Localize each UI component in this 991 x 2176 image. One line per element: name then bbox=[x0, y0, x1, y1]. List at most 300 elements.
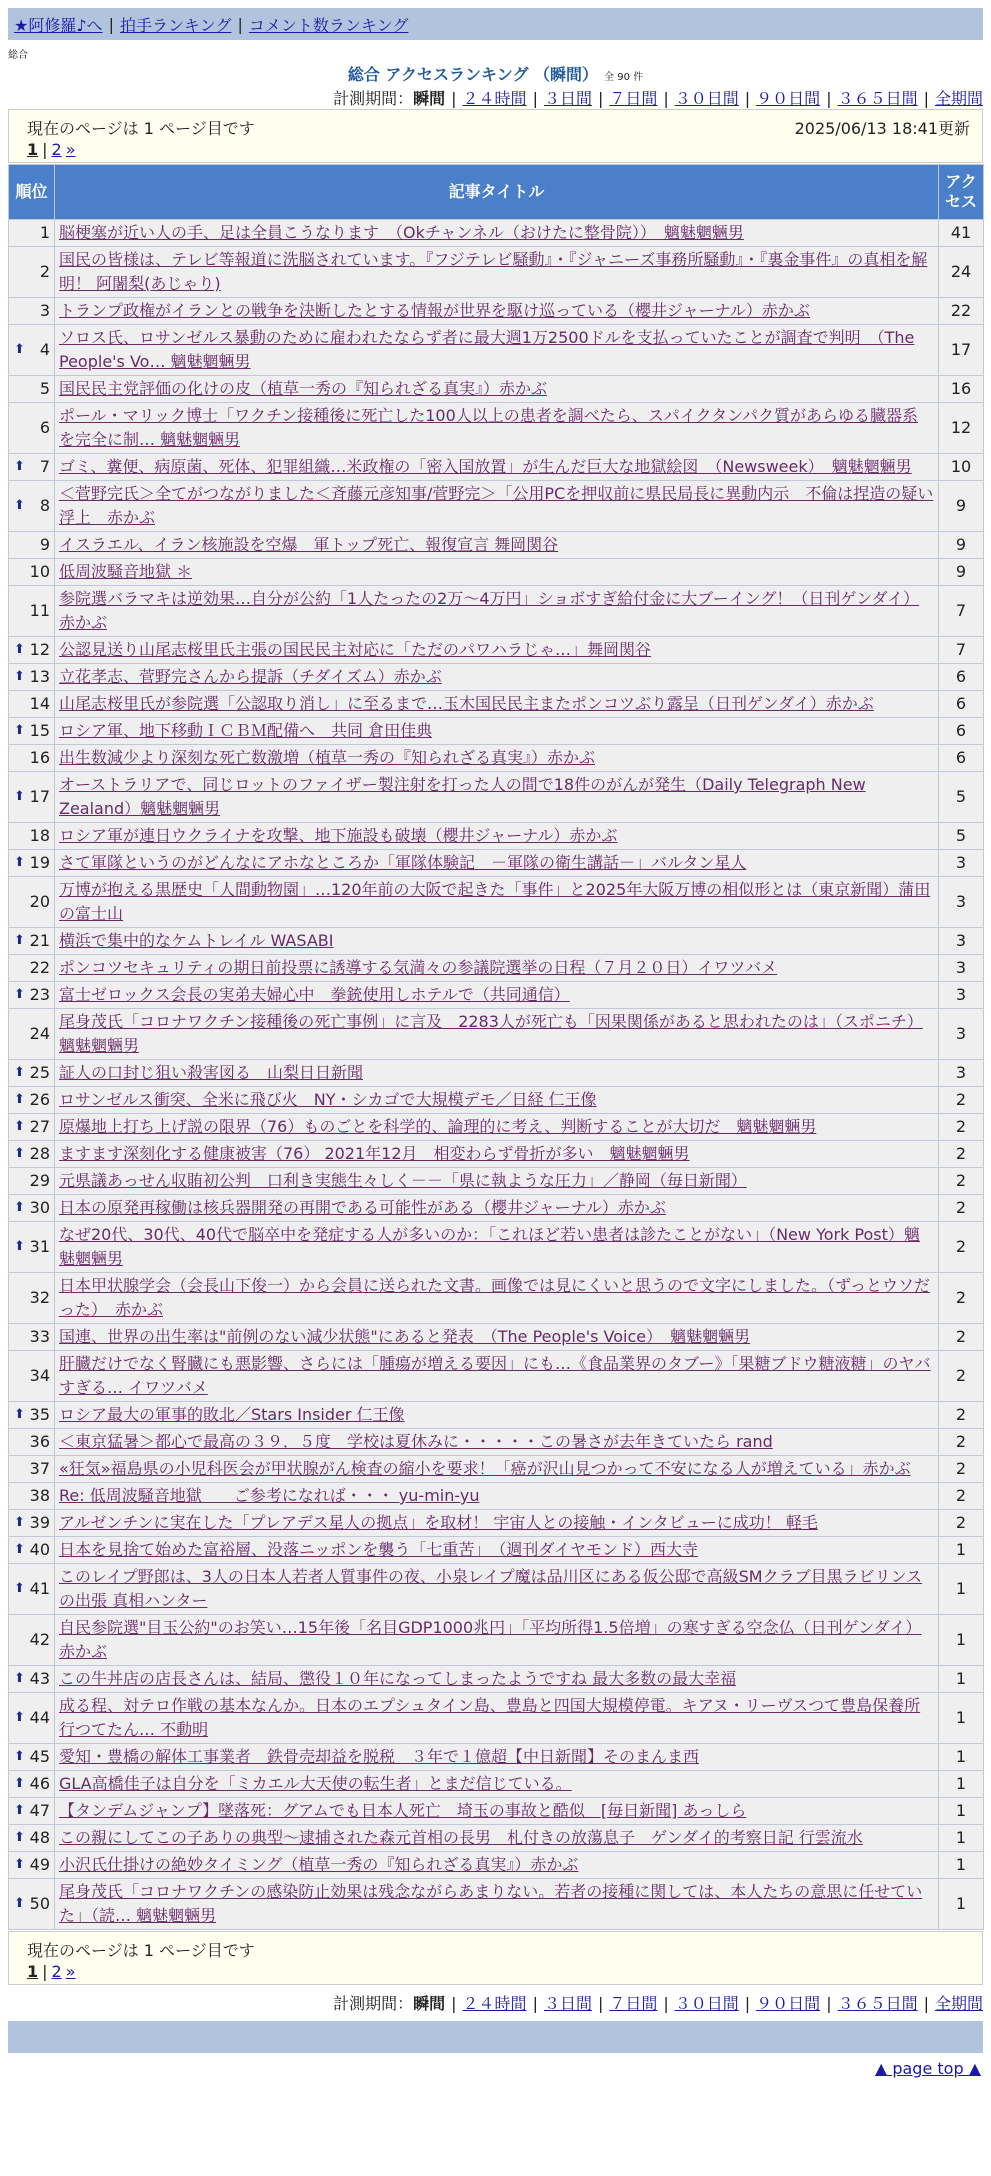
rank-number: 9 bbox=[39, 535, 50, 554]
access-count: 2 bbox=[939, 1195, 984, 1222]
rank-number: 48 bbox=[29, 1828, 50, 1847]
table-row bbox=[9, 1825, 984, 1852]
period-option-link[interactable]: ３０日間 bbox=[674, 89, 739, 108]
rank-number: 34 bbox=[29, 1366, 50, 1385]
table-row bbox=[9, 1771, 984, 1798]
rank-number: 1 bbox=[39, 223, 50, 242]
rank-up-icon: ⬆ bbox=[14, 498, 25, 513]
rank-cell bbox=[9, 1429, 55, 1456]
table-row bbox=[9, 454, 984, 481]
table-row bbox=[9, 403, 984, 454]
rank-cell bbox=[9, 1483, 55, 1510]
article-link[interactable]: ポンコツセキュリティの期日前投票に誘導する気満々の参議院選挙の日程（７月２０日）イワツバメ bbox=[59, 958, 778, 977]
table-row bbox=[9, 718, 984, 745]
title-cell bbox=[55, 247, 939, 298]
rank-cell bbox=[9, 745, 55, 772]
period-label: 計測期間： bbox=[333, 89, 414, 108]
access-count: 3 bbox=[939, 1060, 984, 1087]
access-count: 22 bbox=[939, 298, 984, 325]
access-count: 1 bbox=[939, 1693, 984, 1744]
article-link[interactable]: 脳梗塞が近い人の手、足は全員こうなります （Okチャンネル（おけたに整骨院）） 魑魅魍魎男 bbox=[59, 223, 744, 242]
access-count: 2 bbox=[939, 1141, 984, 1168]
rank-number: 29 bbox=[29, 1171, 50, 1190]
period-option-link[interactable]: ３日間 bbox=[543, 89, 592, 108]
rank-cell bbox=[9, 772, 55, 823]
access-count: 1 bbox=[939, 1615, 984, 1666]
rank-cell bbox=[9, 298, 55, 325]
rank-up-icon: ⬆ bbox=[14, 1710, 25, 1725]
article-link[interactable]: このレイプ野郎は、3人の日本人若者人質事件の夜、小泉レイプ魔は品川区にある仮公邸で高級SMクラブ目黒ラビリンスの出張 真相ハンター bbox=[59, 1567, 923, 1610]
article-link[interactable]: さて軍隊というのがどんなにアホなところか「軍隊体験記 －軍隊の衛生講話－」バルタン星人 bbox=[59, 853, 747, 872]
title-cell bbox=[55, 928, 939, 955]
rank-up-icon: ⬆ bbox=[14, 1239, 25, 1254]
title-cell bbox=[55, 982, 939, 1009]
rank-number: 10 bbox=[29, 562, 50, 581]
rank-number: 38 bbox=[29, 1486, 50, 1505]
access-count: 41 bbox=[939, 220, 984, 247]
table-row bbox=[9, 664, 984, 691]
access-count: 17 bbox=[939, 325, 984, 376]
title-cell bbox=[55, 586, 939, 637]
rank-number: 8 bbox=[39, 496, 50, 515]
table-row bbox=[9, 1324, 984, 1351]
title-cell bbox=[55, 691, 939, 718]
title-cell bbox=[55, 1351, 939, 1402]
table-row bbox=[9, 772, 984, 823]
table-row bbox=[9, 1429, 984, 1456]
title-cell bbox=[55, 637, 939, 664]
article-link[interactable]: GLA高橋佳子は自分を「ミカエル大天使の転生者」とまだ信じている。 bbox=[59, 1774, 572, 1793]
page-info-bottom bbox=[8, 1931, 983, 1985]
title-cell bbox=[55, 1324, 939, 1351]
article-link[interactable]: ポール・マリック博士「ワクチン接種後に死亡した100人以上の患者を調べたら、スパイクタンパク質があらゆる臓器系を完全に制… 魑魅魍魎男 bbox=[59, 406, 919, 449]
access-count: 2 bbox=[939, 1087, 984, 1114]
article-link[interactable]: 万博が抱える黒歴史「人間動物園」…120年前の大阪で起きた「事件」と2025年大阪万博の相似形とは（東京新聞）蒲田の富士山 bbox=[59, 880, 931, 923]
table-row bbox=[9, 1456, 984, 1483]
rank-number: 30 bbox=[29, 1198, 50, 1217]
rank-up-icon: ⬆ bbox=[14, 855, 25, 870]
pager-current-page: 1 bbox=[27, 1962, 39, 1981]
pager-current-page: 1 bbox=[27, 140, 39, 159]
article-link[interactable]: ロシア最大の軍事的敗北／Stars Insider 仁王像 bbox=[59, 1405, 405, 1424]
article-link[interactable]: 愛知・豊橋の解体工事業者 鉄骨売却益を脱税 ３年で１億超【中日新聞】そのまんま西 bbox=[59, 1747, 700, 1766]
period-separator: | bbox=[532, 1994, 538, 2013]
access-count: 1 bbox=[939, 1771, 984, 1798]
title-column-header: 記事タイトル bbox=[55, 165, 939, 220]
article-link[interactable]: ＜東京猛暑＞都心で最高の３９．５度 学校は夏休みに・・・・・この暑さが去年きていたら rand bbox=[59, 1432, 773, 1451]
access-count: 1 bbox=[939, 1825, 984, 1852]
title-cell bbox=[55, 1852, 939, 1879]
table-row bbox=[9, 1195, 984, 1222]
rank-number: 41 bbox=[29, 1579, 50, 1598]
access-count: 2 bbox=[939, 1351, 984, 1402]
title-cell bbox=[55, 955, 939, 982]
title-cell bbox=[55, 1141, 939, 1168]
access-count: 3 bbox=[939, 928, 984, 955]
title-cell bbox=[55, 1510, 939, 1537]
rank-cell bbox=[9, 664, 55, 691]
rank-cell bbox=[9, 1852, 55, 1879]
rank-number: 46 bbox=[29, 1774, 50, 1793]
rank-cell bbox=[9, 1798, 55, 1825]
title-cell bbox=[55, 1879, 939, 1930]
article-link[interactable]: 日本の原発再稼働は核兵器開発の再開である可能性がある（櫻井ジャーナル）赤かぶ bbox=[59, 1198, 666, 1217]
title-cell bbox=[55, 403, 939, 454]
table-row bbox=[9, 1564, 984, 1615]
article-link[interactable]: 横浜で集中的なケムトレイル WASABI bbox=[59, 931, 334, 950]
rank-up-icon: ⬆ bbox=[14, 789, 25, 804]
article-link[interactable]: 参院選バラマキは逆効果…自分が公約「1人たったの2万～4万円」ショボすぎ給付金に大ブーイング！（日刊ゲンダイ）赤かぶ bbox=[59, 589, 920, 632]
rank-up-icon: ⬆ bbox=[14, 1200, 25, 1215]
access-count: 6 bbox=[939, 664, 984, 691]
rank-up-icon: ⬆ bbox=[14, 1515, 25, 1530]
table-row bbox=[9, 1852, 984, 1879]
article-link[interactable]: 肝臓だけでなく腎臓にも悪影響、さらには「腫瘍が増える要因」にも…《食品業界のタブー》「果糖ブドウ糖液糖」のヤバすぎる… イワツバメ bbox=[59, 1354, 931, 1397]
rank-cell bbox=[9, 718, 55, 745]
article-link[interactable]: «狂気»福島県の小児科医会が甲状腺がん検査の縮小を要求！「癌が沢山見つかって不安になる人が増えている」赤かぶ bbox=[59, 1459, 911, 1478]
article-link[interactable]: 立花孝志、菅野完さんから提訴（チダイズム）赤かぶ bbox=[59, 667, 442, 686]
article-link[interactable]: 国民の皆様は、テレビ等報道に洗脳されています。『フジテレビ騒動』・『ジャニーズ事務所騒動』・『裏金事件』の真相を解明！ 阿闍梨(あじゃり) bbox=[59, 250, 928, 293]
period-option-link[interactable]: ９０日間 bbox=[756, 89, 821, 108]
page-top-link[interactable]: ▲ page top ▲ bbox=[874, 2059, 981, 2078]
title-cell bbox=[55, 220, 939, 247]
title-cell bbox=[55, 877, 939, 928]
table-row bbox=[9, 325, 984, 376]
period-option-link[interactable]: ２４時間 bbox=[462, 89, 527, 108]
article-link[interactable]: オーストラリアで、同じロットのファイザー製注射を打った人の間で18件のがんが発生（Daily Telegraph New Zealand）魑魅魍魎男 bbox=[59, 775, 866, 818]
period-option-link[interactable]: 全期間 bbox=[934, 89, 983, 108]
rank-cell bbox=[9, 637, 55, 664]
rank-cell bbox=[9, 325, 55, 376]
article-link[interactable]: この親にしてこの子ありの典型～逮捕された森元首相の長男 札付きの放蕩息子 ゲンダイ的考察日記 行雲流水 bbox=[59, 1828, 863, 1847]
period-option-link[interactable]: ３０日間 bbox=[674, 1994, 739, 2013]
ranking-heading bbox=[0, 62, 991, 85]
article-link[interactable]: Re: 低周波騒音地獄 ご参考になれば・・・ yu-min-yu bbox=[59, 1486, 480, 1505]
rank-number: 18 bbox=[29, 826, 50, 845]
article-link[interactable]: アルゼンチンに実在した「プレアデス星人の拠点」を取材！ 宇宙人との接触・インタビューに成功！ 軽毛 bbox=[59, 1513, 818, 1532]
period-option-link[interactable]: 全期間 bbox=[934, 1994, 983, 2013]
article-link[interactable]: 証人の口封じ狙い殺害図る 山梨日日新聞 bbox=[59, 1063, 364, 1082]
section-label: 総合 bbox=[8, 50, 28, 61]
article-link[interactable]: この牛丼店の店長さんは、結局、懲役１０年になってしまったようですね 最大多数の最大幸福 bbox=[59, 1669, 737, 1688]
access-count: 1 bbox=[939, 1879, 984, 1930]
title-cell bbox=[55, 1222, 939, 1273]
rank-up-icon: ⬆ bbox=[14, 459, 25, 474]
title-cell bbox=[55, 718, 939, 745]
rank-number: 37 bbox=[29, 1459, 50, 1478]
rank-cell bbox=[9, 1510, 55, 1537]
current-page-text: 現在のページは 1 ページ目です bbox=[27, 119, 255, 138]
title-cell bbox=[55, 1087, 939, 1114]
table-row bbox=[9, 1168, 984, 1195]
title-cell bbox=[55, 1693, 939, 1744]
access-count: 1 bbox=[939, 1537, 984, 1564]
home-link[interactable]: ★阿修羅♪へ bbox=[14, 15, 103, 35]
access-count: 3 bbox=[939, 982, 984, 1009]
rank-number: 19 bbox=[29, 853, 50, 872]
period-separator: | bbox=[532, 89, 538, 108]
access-count: 6 bbox=[939, 745, 984, 772]
table-row bbox=[9, 481, 984, 532]
period-selector-top bbox=[333, 86, 983, 109]
period-separator: | bbox=[826, 1994, 832, 2013]
rank-number: 36 bbox=[29, 1432, 50, 1451]
access-count: 2 bbox=[939, 1222, 984, 1273]
rank-number: 26 bbox=[29, 1090, 50, 1109]
table-row bbox=[9, 637, 984, 664]
pager-next-link[interactable]: » bbox=[65, 1962, 76, 1981]
title-cell bbox=[55, 559, 939, 586]
rank-number: 25 bbox=[29, 1063, 50, 1082]
article-link[interactable]: トランプ政権がイランとの戦争を決断したとする情報が世界を駆け巡っている（櫻井ジャーナル）赤かぶ bbox=[59, 301, 810, 320]
rank-cell bbox=[9, 955, 55, 982]
period-option-link[interactable]: ２４時間 bbox=[462, 1994, 527, 2013]
table-row bbox=[9, 877, 984, 928]
period-option-link[interactable]: ３日間 bbox=[543, 1994, 592, 2013]
title-cell bbox=[55, 1771, 939, 1798]
access-count: 2 bbox=[939, 1429, 984, 1456]
rank-cell bbox=[9, 1222, 55, 1273]
rank-cell bbox=[9, 1825, 55, 1852]
article-link[interactable]: 尾身茂氏「コロナワクチン接種後の死亡事例」に言及 2283人が死亡も「因果関係があると思われたのは」（スポニチ）魑魅魍魎男 bbox=[59, 1012, 923, 1055]
title-cell bbox=[55, 298, 939, 325]
rank-cell bbox=[9, 1195, 55, 1222]
rank-cell bbox=[9, 877, 55, 928]
rank-cell bbox=[9, 1456, 55, 1483]
article-link[interactable]: 国連、世界の出生率は"前例のない減少状態"にあると発表 （The People's Voice） 魑魅魍魎男 bbox=[59, 1327, 751, 1346]
rank-cell bbox=[9, 1009, 55, 1060]
rank-number: 16 bbox=[29, 748, 50, 767]
rank-cell bbox=[9, 247, 55, 298]
table-row bbox=[9, 1087, 984, 1114]
access-count: 6 bbox=[939, 691, 984, 718]
title-cell bbox=[55, 532, 939, 559]
article-link[interactable]: ロシア軍、地下移動ＩＣＢＭ配備へ 共同 倉田佳典 bbox=[59, 721, 433, 740]
title-cell bbox=[55, 1615, 939, 1666]
table-row bbox=[9, 1879, 984, 1930]
access-count: 7 bbox=[939, 637, 984, 664]
table-row bbox=[9, 298, 984, 325]
pager-page-link[interactable]: 2 bbox=[51, 140, 62, 159]
access-count: 1 bbox=[939, 1666, 984, 1693]
title-cell bbox=[55, 745, 939, 772]
top-navigation-bar bbox=[8, 8, 983, 40]
rank-number: 32 bbox=[29, 1288, 50, 1307]
article-link[interactable]: ロサンゼルス衝突、全米に飛び火 NY・シカゴで大規模デモ／日経 仁王像 bbox=[59, 1090, 597, 1109]
clap-ranking-link[interactable]: 拍手ランキング bbox=[119, 15, 232, 35]
access-count: 9 bbox=[939, 559, 984, 586]
pager-page-link[interactable]: 2 bbox=[51, 1962, 62, 1981]
article-link[interactable]: 原爆地上打ち上げ説の限界（76）ものごとを科学的、論理的に考え、判断することが大切だ 魑魅魍魎男 bbox=[59, 1117, 817, 1136]
rank-number: 6 bbox=[39, 418, 50, 437]
table-row bbox=[9, 220, 984, 247]
period-separator: | bbox=[597, 89, 604, 108]
period-selector-bottom bbox=[333, 1991, 983, 2014]
rank-number: 49 bbox=[29, 1855, 50, 1874]
title-cell bbox=[55, 1564, 939, 1615]
period-separator: | bbox=[923, 89, 929, 108]
title-cell bbox=[55, 1798, 939, 1825]
title-cell bbox=[55, 1195, 939, 1222]
ranking-title: 総合 アクセスランキング （瞬間） bbox=[347, 65, 599, 84]
rank-cell bbox=[9, 850, 55, 877]
table-row bbox=[9, 1537, 984, 1564]
access-count: 2 bbox=[939, 1324, 984, 1351]
table-row bbox=[9, 1114, 984, 1141]
rank-cell bbox=[9, 454, 55, 481]
rank-up-icon: ⬆ bbox=[14, 1542, 25, 1557]
access-count: 2 bbox=[939, 1402, 984, 1429]
rank-cell bbox=[9, 1693, 55, 1744]
access-count: 5 bbox=[939, 823, 984, 850]
rank-cell bbox=[9, 559, 55, 586]
table-row bbox=[9, 982, 984, 1009]
nav-separator: | bbox=[237, 14, 243, 34]
pager-next-link[interactable]: » bbox=[65, 140, 76, 159]
table-row bbox=[9, 1615, 984, 1666]
rank-number: 7 bbox=[39, 457, 50, 476]
article-link[interactable]: ゴミ、糞便、病原菌、死体、犯罪組織…米政権の「密入国放置」が生んだ巨大な地獄絵図 （Newsweek） 魑魅魍魎男 bbox=[59, 457, 912, 476]
table-row bbox=[9, 1273, 984, 1324]
pager-separator: | bbox=[42, 140, 48, 159]
table-row bbox=[9, 247, 984, 298]
rank-column-header: 順位 bbox=[9, 165, 55, 220]
article-link[interactable]: 日本を見捨て始めた富裕層、没落ニッポンを襲う「七重苦」 （週刊ダイヤモンド）西大寺 bbox=[59, 1540, 699, 1559]
rank-up-icon: ⬆ bbox=[14, 1749, 25, 1764]
article-link[interactable]: 公認見送り山尾志桜里氏主張の国民民主対応に「ただのパワハラじゃ…」舞岡関谷 bbox=[59, 640, 652, 659]
title-cell bbox=[55, 1273, 939, 1324]
access-count: 16 bbox=[939, 376, 984, 403]
article-link[interactable]: 山尾志桜里氏が参院選「公認取り消し」に至るまで…玉木国民民主またポンコツぶり露呈（日刊ゲンダイ）赤かぶ bbox=[59, 694, 874, 713]
rank-cell bbox=[9, 586, 55, 637]
title-cell bbox=[55, 325, 939, 376]
article-link[interactable]: 【タンデムジャンプ】墜落死：グアムでも日本人死亡 埼玉の事故と酷似 [毎日新聞] あっしら bbox=[59, 1801, 747, 1820]
article-link[interactable]: ますます深刻化する健康被害（76） 2021年12月 相変わらず骨折が多い 魑魅魍魎男 bbox=[59, 1144, 690, 1163]
rank-number: 13 bbox=[29, 667, 50, 686]
article-link[interactable]: 成る程、対テロ作戦の基本なんか。日本のエプシュタイン島、豊島と四国大規模停電。キアヌ・リーヴスつて豊島保養所行つてたん… 不動明 bbox=[59, 1696, 921, 1739]
article-link[interactable]: なぜ20代、30代、40代で脳卒中を発症する人が多いのか：「これほど若い患者は診たことがない」（New York Post）魑魅魍魎男 bbox=[59, 1225, 920, 1268]
access-count: 6 bbox=[939, 718, 984, 745]
rank-number: 3 bbox=[39, 301, 50, 320]
article-link[interactable]: 小沢氏仕掛けの絶妙タイミング（植草一秀の『知られざる真実』）赤かぶ bbox=[59, 1855, 579, 1874]
access-count: 5 bbox=[939, 772, 984, 823]
rank-number: 20 bbox=[29, 892, 50, 911]
access-count: 2 bbox=[939, 1273, 984, 1324]
title-cell bbox=[55, 1537, 939, 1564]
rank-number: 23 bbox=[29, 985, 50, 1004]
pagination-bottom bbox=[27, 1962, 76, 1981]
period-separator: | bbox=[663, 1994, 669, 2013]
rank-cell bbox=[9, 1060, 55, 1087]
pager-separator: | bbox=[42, 1962, 48, 1981]
rank-cell bbox=[9, 1744, 55, 1771]
article-link[interactable]: ロシア軍が連日ウクライナを攻撃、地下施設も破壊（櫻井ジャーナル）赤かぶ bbox=[59, 826, 618, 845]
title-cell bbox=[55, 1168, 939, 1195]
title-cell bbox=[55, 481, 939, 532]
table-row bbox=[9, 1009, 984, 1060]
table-row bbox=[9, 1693, 984, 1744]
updated-timestamp: 2025/06/13 18:41更新 bbox=[794, 119, 970, 138]
rank-up-icon: ⬆ bbox=[14, 987, 25, 1002]
access-count: 9 bbox=[939, 481, 984, 532]
rank-up-icon: ⬆ bbox=[14, 1092, 25, 1107]
rank-cell bbox=[9, 1351, 55, 1402]
rank-cell bbox=[9, 403, 55, 454]
rank-number: 5 bbox=[39, 379, 50, 398]
rank-up-icon: ⬆ bbox=[14, 1830, 25, 1845]
article-link[interactable]: 日本甲状腺学会（会長山下俊一）から会員に送られた文書。画像では見にくいと思うので文字にしました。（ずっとウソだった） 赤かぶ bbox=[59, 1276, 931, 1319]
title-cell bbox=[55, 1402, 939, 1429]
rank-number: 27 bbox=[29, 1117, 50, 1136]
period-option-link[interactable]: ７日間 bbox=[609, 89, 658, 108]
title-cell bbox=[55, 1009, 939, 1060]
period-option-link[interactable]: ７日間 bbox=[609, 1994, 658, 2013]
table-row bbox=[9, 1222, 984, 1273]
rank-up-icon: ⬆ bbox=[14, 1065, 25, 1080]
title-cell bbox=[55, 664, 939, 691]
rank-number: 50 bbox=[29, 1894, 50, 1913]
rank-number: 43 bbox=[29, 1669, 50, 1688]
article-link[interactable]: 富士ゼロックス会長の実弟夫婦心中 拳銃使用しホテルで（共同通信） bbox=[59, 985, 570, 1004]
rank-cell bbox=[9, 1615, 55, 1666]
rank-number: 45 bbox=[29, 1747, 50, 1766]
access-count: 3 bbox=[939, 877, 984, 928]
rank-cell bbox=[9, 1879, 55, 1930]
period-option-link[interactable]: ３６５日間 bbox=[837, 1994, 918, 2013]
rank-cell bbox=[9, 1324, 55, 1351]
article-link[interactable]: 出生数減少より深刻な死亡数激増（植草一秀の『知られざる真実』）赤かぶ bbox=[59, 748, 596, 767]
rank-number: 24 bbox=[29, 1024, 50, 1043]
article-link[interactable]: 国民民主党評価の化けの皮（植草一秀の『知られざる真実』）赤かぶ bbox=[59, 379, 548, 398]
comment-ranking-link[interactable]: コメント数ランキング bbox=[248, 15, 409, 35]
article-link[interactable]: 自民参院選"目玉公約"のお笑い…15年後「名目GDP1000兆円」「平均所得1.5倍増」の寒すぎる空念仏（日刊ゲンダイ）赤かぶ bbox=[59, 1618, 922, 1661]
rank-number: 12 bbox=[29, 640, 50, 659]
rank-up-icon: ⬆ bbox=[14, 1146, 25, 1161]
period-option-link[interactable]: ９０日間 bbox=[756, 1994, 821, 2013]
access-count: 3 bbox=[939, 1009, 984, 1060]
rank-up-icon: ⬆ bbox=[14, 933, 25, 948]
article-link[interactable]: 元県議あっせん収賄初公判 口利き実態生々しく－－「県に執ような圧力」／静岡（毎日新聞） bbox=[59, 1171, 747, 1190]
rank-number: 4 bbox=[39, 340, 50, 359]
title-cell bbox=[55, 376, 939, 403]
article-link[interactable]: イスラエル、イラン核施設を空爆 軍トップ死亡、報復宣言 舞岡関谷 bbox=[59, 535, 559, 554]
rank-number: 44 bbox=[29, 1708, 50, 1727]
title-cell bbox=[55, 1429, 939, 1456]
rank-cell bbox=[9, 1402, 55, 1429]
period-option-link[interactable]: ３６５日間 bbox=[837, 89, 918, 108]
table-row bbox=[9, 1666, 984, 1693]
period-separator: | bbox=[826, 89, 832, 108]
rank-number: 28 bbox=[29, 1144, 50, 1163]
article-link[interactable]: ＜菅野完氏＞全てがつながりました＜斉藤元彦知事/菅野完＞「公用PCを押収前に県民局長に異動内示 不倫は捏造の疑い浮上 赤かぶ bbox=[59, 484, 934, 527]
rank-cell bbox=[9, 691, 55, 718]
article-link[interactable]: 低周波騒音地獄 ＊ bbox=[59, 562, 193, 581]
rank-up-icon: ⬆ bbox=[14, 669, 25, 684]
bottom-bar bbox=[8, 2021, 983, 2053]
period-separator: | bbox=[451, 1994, 457, 2013]
article-link[interactable]: 尾身茂氏「コロナワクチンの感染防止効果は残念ながらあまりない。若者の接種に関しては、本人たちの意思に任せていた」（読… 魑魅魍魎男 bbox=[59, 1882, 923, 1925]
table-row bbox=[9, 1798, 984, 1825]
rank-number: 40 bbox=[29, 1540, 50, 1559]
rank-cell bbox=[9, 1087, 55, 1114]
rank-number: 22 bbox=[29, 958, 50, 977]
rank-number: 42 bbox=[29, 1630, 50, 1649]
period-separator: | bbox=[744, 89, 751, 108]
rank-number: 14 bbox=[29, 694, 50, 713]
table-row bbox=[9, 1402, 984, 1429]
title-cell bbox=[55, 772, 939, 823]
article-link[interactable]: ソロス氏、ロサンゼルス暴動のために雇われたならず者に最大週1万2500ドルを支払っていたことが調査で判明 （The People's Vo… 魑魅魍魎男 bbox=[59, 328, 915, 371]
